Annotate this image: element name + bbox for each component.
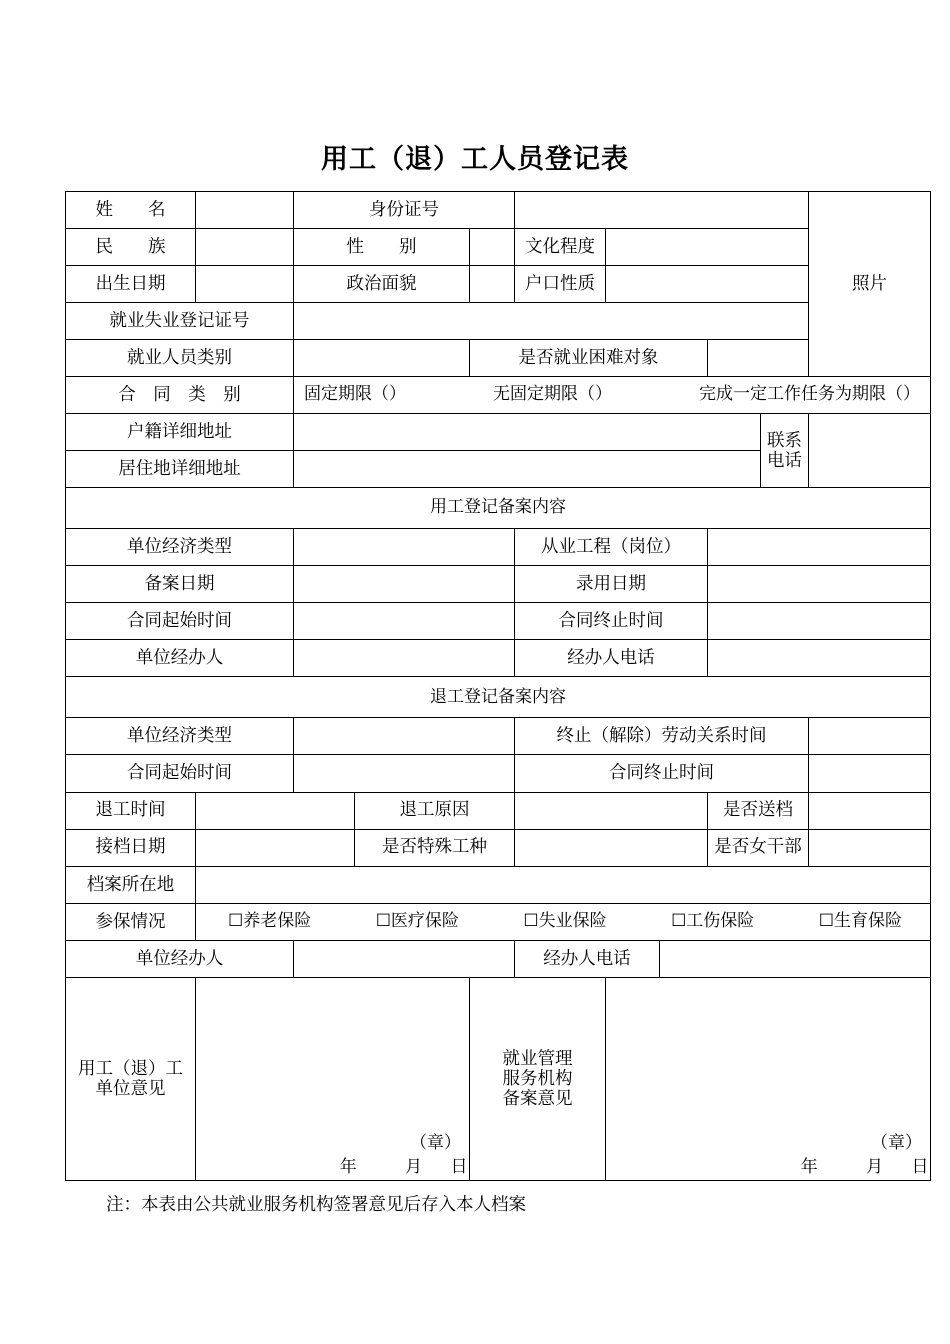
- special-job-field[interactable]: [515, 829, 708, 866]
- leave-contract-start-label: 合同起始时间: [66, 755, 294, 792]
- female-cadre-label: 是否女干部: [708, 829, 809, 866]
- employment-reg-label: 就业失业登记证号: [66, 303, 294, 340]
- special-job-label: 是否特殊工种: [355, 829, 515, 866]
- insurance-options: [196, 903, 931, 940]
- row-opinions: [66, 977, 931, 1180]
- hire-date-label: 录用日期: [515, 566, 708, 603]
- political-status-label: 政治面貌: [294, 266, 470, 303]
- filing-date-field[interactable]: [294, 566, 515, 603]
- contract-option-task-based[interactable]: 完成一定工作任务为期限（）: [699, 384, 921, 405]
- contract-option-fixed[interactable]: 固定期限（）: [304, 384, 406, 405]
- insurance-unemployment-checkbox[interactable]: ☐失业保险: [523, 910, 607, 931]
- row-employee-category: [66, 340, 931, 377]
- unit-opinion-label: 用工（退）工单位意见: [78, 1058, 183, 1099]
- gender-label: 性 别: [294, 229, 470, 266]
- agency-opinion-field[interactable]: [606, 977, 931, 1180]
- row-leave-handler: [66, 940, 931, 977]
- hire-unit-economic-type-label: 单位经济类型: [66, 529, 294, 566]
- birth-date-label: 出生日期: [66, 266, 196, 303]
- agency-year-label: 年: [800, 1156, 818, 1177]
- hire-unit-handler-label: 单位经办人: [66, 640, 294, 677]
- row-insurance: [66, 903, 931, 940]
- file-sent-field[interactable]: [809, 792, 931, 829]
- unit-opinion-field[interactable]: [196, 977, 470, 1180]
- unit-opinion-date: [318, 1158, 469, 1178]
- row-contract-type: [66, 377, 931, 414]
- employee-category-label: 就业人员类别: [66, 340, 294, 377]
- hire-unit-handler-field[interactable]: [294, 640, 515, 677]
- gender-field[interactable]: [470, 229, 515, 266]
- receive-date-label: 接档日期: [66, 829, 196, 866]
- hardship-label: 是否就业困难对象: [470, 340, 708, 377]
- political-status-field[interactable]: [470, 266, 515, 303]
- hire-contract-start-label: 合同起始时间: [66, 603, 294, 640]
- termination-time-field[interactable]: [809, 718, 931, 755]
- birth-date-field[interactable]: [196, 266, 294, 303]
- unit-seal-mark: （章）: [410, 1132, 461, 1153]
- agency-opinion-label-cell: [470, 977, 606, 1180]
- photo-label: 照片: [852, 274, 888, 295]
- agency-seal-mark: （章）: [871, 1132, 923, 1153]
- hardship-field[interactable]: [708, 340, 809, 377]
- residence-address-label: 居住地详细地址: [66, 451, 294, 488]
- leave-unit-economic-type-label: 单位经济类型: [66, 718, 294, 755]
- row-leave-header: [66, 677, 931, 718]
- employee-category-field[interactable]: [294, 340, 470, 377]
- leave-contract-end-label: 合同终止时间: [515, 755, 809, 792]
- job-field[interactable]: [708, 529, 931, 566]
- insurance-medical-checkbox[interactable]: ☐医疗保险: [375, 910, 459, 931]
- leave-reason-label: 退工原因: [355, 792, 515, 829]
- leave-contract-start-field[interactable]: [294, 755, 515, 792]
- ethnicity-field[interactable]: [196, 229, 294, 266]
- agency-opinion-label: 就业管理服务机构备案意见: [502, 1048, 573, 1109]
- agency-day-label: 日: [911, 1156, 929, 1177]
- hire-contract-end-field[interactable]: [708, 603, 931, 640]
- termination-time-label: 终止（解除）劳动关系时间: [515, 718, 809, 755]
- education-label: 文化程度: [515, 229, 606, 266]
- row-employment-reg: [66, 303, 931, 340]
- row-birth: [66, 266, 931, 303]
- hire-unit-economic-type-field[interactable]: [294, 529, 515, 566]
- receive-date-field[interactable]: [196, 829, 355, 866]
- id-number-label: 身份证号: [294, 192, 515, 229]
- contract-type-label: 合 同 类 别: [66, 377, 294, 414]
- row-leave-economic-type: [66, 718, 931, 755]
- leave-unit-economic-type-field[interactable]: [294, 718, 515, 755]
- hire-handler-phone-field[interactable]: [708, 640, 931, 677]
- hire-contract-end-label: 合同终止时间: [515, 603, 708, 640]
- file-location-label: 档案所在地: [66, 866, 196, 903]
- footnote: 注：本表由公共就业服务机构签署意见后存入本人档案: [106, 1195, 526, 1215]
- education-field[interactable]: [606, 229, 809, 266]
- file-location-field[interactable]: [196, 866, 931, 903]
- row-filing-date: [66, 566, 931, 603]
- employment-reg-field[interactable]: [294, 303, 809, 340]
- hire-section-header: 用工登记备案内容: [66, 488, 931, 529]
- row-file-location: [66, 866, 931, 903]
- file-sent-label: 是否送档: [708, 792, 809, 829]
- hukou-address-field[interactable]: [294, 414, 761, 451]
- leave-reason-field[interactable]: [515, 792, 708, 829]
- hukou-type-field[interactable]: [606, 266, 809, 303]
- leave-contract-end-field[interactable]: [809, 755, 931, 792]
- photo-cell[interactable]: [809, 192, 931, 377]
- leave-unit-handler-label: 单位经办人: [66, 940, 294, 977]
- row-hire-economic-type: [66, 529, 931, 566]
- row-hire-handler: [66, 640, 931, 677]
- agency-month-label: 月: [866, 1156, 884, 1177]
- leave-time-field[interactable]: [196, 792, 355, 829]
- hukou-type-label: 户口性质: [515, 266, 606, 303]
- hire-date-field[interactable]: [708, 566, 931, 603]
- contact-phone-label-text: 联系电话: [767, 430, 803, 471]
- ethnicity-label: 民 族: [66, 229, 196, 266]
- row-leave-contract-period: [66, 755, 931, 792]
- row-hire-contract-period: [66, 603, 931, 640]
- residence-address-field[interactable]: [294, 451, 761, 488]
- hukou-address-label: 户籍详细地址: [66, 414, 294, 451]
- unit-day-label: 日: [450, 1156, 468, 1177]
- form-title: 用工（退）工人员登记表: [321, 144, 629, 175]
- unit-year-label: 年: [339, 1156, 357, 1177]
- leave-handler-phone-label: 经办人电话: [515, 940, 660, 977]
- job-label: 从业工程（岗位）: [515, 529, 708, 566]
- contact-phone-field[interactable]: [809, 414, 931, 488]
- female-cadre-field[interactable]: [809, 829, 931, 866]
- insurance-maternity-checkbox[interactable]: ☐生育保险: [818, 910, 902, 931]
- name-field[interactable]: [196, 192, 294, 229]
- registration-form-table: [65, 191, 931, 1181]
- row-receive-date: [66, 829, 931, 866]
- contact-phone-label: [761, 414, 809, 488]
- unit-opinion-label-cell: [66, 977, 196, 1180]
- filing-date-label: 备案日期: [66, 566, 294, 603]
- hire-contract-start-field[interactable]: [294, 603, 515, 640]
- contract-option-open-ended[interactable]: 无固定期限（）: [493, 384, 613, 405]
- agency-opinion-date: [779, 1158, 930, 1178]
- row-name: [66, 192, 931, 229]
- leave-handler-phone-field[interactable]: [660, 940, 931, 977]
- id-number-field[interactable]: [515, 192, 809, 229]
- row-ethnicity: [66, 229, 931, 266]
- leave-unit-handler-field[interactable]: [294, 940, 515, 977]
- insurance-pension-checkbox[interactable]: ☐养老保险: [228, 910, 312, 931]
- leave-section-header: 退工登记备案内容: [66, 677, 931, 718]
- insurance-injury-checkbox[interactable]: ☐工伤保险: [671, 910, 755, 931]
- name-label: 姓 名: [66, 192, 196, 229]
- row-hire-header: [66, 488, 931, 529]
- contract-options: [294, 377, 931, 414]
- row-leave-time: [66, 792, 931, 829]
- hire-handler-phone-label: 经办人电话: [515, 640, 708, 677]
- insurance-label: 参保情况: [66, 903, 196, 940]
- row-hukou-address: [66, 414, 931, 451]
- leave-time-label: 退工时间: [66, 792, 196, 829]
- unit-month-label: 月: [405, 1156, 423, 1177]
